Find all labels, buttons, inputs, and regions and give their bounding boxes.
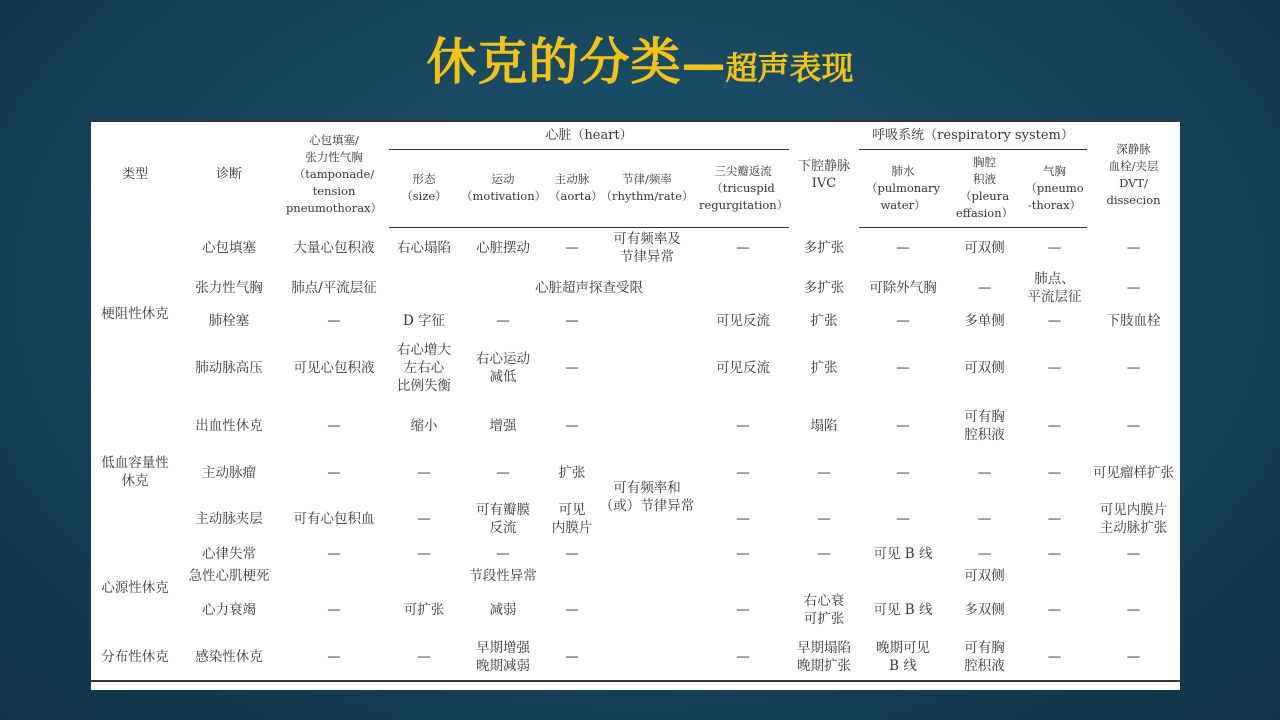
title-sub: 超声表现 bbox=[725, 49, 854, 87]
header-respiratory-group: 呼吸系统（respiratory system） bbox=[859, 121, 1087, 149]
cell-tricuspid: — bbox=[736, 602, 750, 618]
table-row bbox=[91, 269, 1180, 307]
cell-diagnosis: 肺栓塞 bbox=[208, 313, 250, 329]
cell-size: 右心增大 左右心 比例失衡 bbox=[397, 342, 451, 394]
cell-tricuspid: — bbox=[736, 511, 750, 527]
cell-tamponade: — bbox=[279, 633, 389, 681]
cell-tamponade: — bbox=[327, 418, 341, 434]
slide-title bbox=[0, 30, 1280, 106]
table-image bbox=[91, 120, 1180, 690]
cell-lung-water: — bbox=[896, 418, 910, 434]
cell-tamponade: 可有心包积血 bbox=[293, 511, 375, 527]
cell-ivc: — bbox=[817, 511, 831, 527]
cell-size bbox=[389, 565, 459, 587]
table-row bbox=[91, 451, 1180, 495]
cell-lung-water: 可除外气胸 bbox=[869, 280, 937, 296]
header-motion: 运动 （motivation） bbox=[459, 149, 547, 227]
cell-motion: 增强 bbox=[489, 418, 517, 434]
cell-diagnosis: 出血性休克 bbox=[195, 418, 263, 434]
cell-rhythm: 可有频率及 节律异常 bbox=[613, 231, 681, 266]
header-dvt: 深静脉 血栓/夹层 DVT/ dissecion bbox=[1087, 121, 1180, 227]
cell-motion: — bbox=[496, 313, 510, 329]
cell-pneumothorax: — bbox=[1047, 511, 1062, 527]
cell-ivc: 多扩张 bbox=[803, 240, 845, 256]
cell-aorta: 扩张 bbox=[558, 465, 586, 481]
cell-pleural: 可双侧 bbox=[964, 240, 1005, 257]
cell-ivc bbox=[789, 565, 859, 587]
cell-rhythm bbox=[597, 587, 697, 633]
cell-tamponade: 肺点/平流层征 bbox=[291, 280, 377, 296]
cell-size: — bbox=[389, 633, 459, 681]
cell-tricuspid bbox=[697, 565, 789, 587]
cell-tamponade: — bbox=[327, 465, 341, 481]
group-hypovolemic: 低血容量性 休克 bbox=[101, 455, 169, 489]
cell-tamponade bbox=[279, 565, 389, 587]
cell-size: D 字征 bbox=[402, 313, 446, 329]
cell-ivc: 塌陷 bbox=[810, 418, 838, 434]
cell-tricuspid: — bbox=[736, 240, 750, 257]
cell-ivc: 扩张 bbox=[810, 313, 838, 329]
cell-pleural: 多单侧 bbox=[964, 313, 1005, 329]
cell-dvt: — bbox=[1126, 418, 1141, 434]
cell-pneumothorax: — bbox=[1047, 602, 1062, 618]
cell-tamponade: — bbox=[327, 313, 341, 329]
cell-aorta: 可见 内膜片 bbox=[551, 502, 593, 536]
header-aorta: 主动脉 （aorta） bbox=[547, 149, 597, 227]
cell-tamponade: — bbox=[327, 602, 341, 618]
cell-motion: — bbox=[496, 546, 510, 562]
cell-motion: 节段性异常 bbox=[469, 568, 537, 584]
cell-lung-water: — bbox=[896, 240, 910, 257]
cell-dvt: 可见瘤样扩张 bbox=[1093, 465, 1175, 481]
header-tricuspid: 三尖瓣返流 （tricuspid regurgitation） bbox=[697, 149, 789, 227]
cell-pneumothorax: — bbox=[1047, 313, 1062, 329]
cell-rhythm bbox=[597, 543, 697, 565]
table-row bbox=[91, 565, 1180, 587]
shock-classification-table bbox=[91, 120, 1180, 682]
cell-tricuspid: 可见反流 bbox=[716, 360, 770, 376]
cell-pneumothorax: — bbox=[1047, 240, 1062, 257]
cell-diagnosis: 主动脉瘤 bbox=[202, 465, 256, 481]
cell-aorta: — bbox=[565, 602, 579, 618]
cell-lung-water: 可见 B 线 bbox=[873, 546, 933, 562]
cell-motion: 可有瓣膜 反流 bbox=[476, 502, 530, 536]
cell-tricuspid: — bbox=[736, 465, 750, 481]
cell-size: 右心塌陷 bbox=[397, 240, 451, 257]
cell-rhythm: 可有频率和 （或）节律异常 bbox=[599, 480, 695, 514]
cell-lung-water: 晚期可见 B 线 bbox=[859, 633, 947, 681]
header-size: 形态 （size） bbox=[389, 149, 459, 227]
cell-tamponade: 大量心包积液 bbox=[293, 240, 375, 256]
cell-ivc: — bbox=[817, 465, 831, 481]
cell-pneumothorax: — bbox=[1047, 465, 1062, 481]
cell-dvt: 可见内膜片 主动脉扩张 bbox=[1099, 502, 1168, 536]
cell-size: — bbox=[417, 465, 431, 481]
cell-lung-water: 可见 B 线 bbox=[873, 602, 933, 618]
cell-pleural: 多双侧 bbox=[964, 602, 1005, 618]
cell-pleural: 可有胸 腔积液 bbox=[964, 409, 1005, 443]
cell-size: — bbox=[417, 511, 431, 527]
cell-dvt: — bbox=[1126, 360, 1141, 376]
cell-ivc: 多扩张 bbox=[803, 280, 845, 296]
cell-dvt: — bbox=[1126, 546, 1141, 562]
cell-motion: 减弱 bbox=[489, 602, 517, 618]
cell-diagnosis: 肺动脉高压 bbox=[195, 360, 263, 376]
cell-ivc: 扩张 bbox=[810, 360, 838, 376]
cell-heart-merged: 心脏超声探查受限 bbox=[535, 280, 643, 296]
cell-aorta: — bbox=[565, 313, 579, 329]
cell-pleural: — bbox=[977, 280, 992, 296]
cell-rhythm bbox=[597, 307, 697, 335]
cell-motion: 早期增强 晚期减弱 bbox=[459, 633, 547, 681]
cell-rhythm bbox=[597, 335, 697, 401]
cell-size: 缩小 bbox=[410, 418, 438, 434]
cell-dvt bbox=[1087, 565, 1180, 587]
cell-rhythm bbox=[597, 565, 697, 587]
title-main: 休克的分类 bbox=[426, 33, 682, 91]
cell-tricuspid: 可见反流 bbox=[716, 313, 770, 329]
cell-pleural: 可有胸 腔积液 bbox=[947, 633, 1022, 681]
cell-aorta: — bbox=[565, 418, 579, 434]
cell-dvt: — bbox=[1126, 240, 1141, 256]
table-row bbox=[91, 227, 1180, 269]
table-row bbox=[91, 335, 1180, 401]
cell-motion: — bbox=[496, 465, 510, 481]
cell-tricuspid: — bbox=[736, 418, 750, 434]
cell-rhythm bbox=[597, 401, 697, 451]
cell-motion: 心脏摆动 bbox=[476, 240, 530, 257]
cell-size: — bbox=[417, 546, 431, 562]
cell-dvt: 下肢血栓 bbox=[1106, 313, 1161, 329]
cell-aorta: — bbox=[565, 240, 579, 257]
cell-dvt: — bbox=[1126, 280, 1141, 296]
cell-lung-water bbox=[859, 565, 947, 587]
header-diagnosis: 诊断 bbox=[179, 121, 279, 227]
header-heart-group: 心脏（heart） bbox=[389, 121, 789, 149]
header-ivc: 下腔静脉 IVC bbox=[789, 121, 859, 227]
cell-aorta: — bbox=[565, 546, 579, 562]
cell-pneumothorax: — bbox=[1047, 418, 1062, 434]
cell-dvt: — bbox=[1126, 602, 1141, 618]
cell-dvt: — bbox=[1087, 633, 1180, 681]
cell-lung-water: — bbox=[896, 360, 910, 376]
cell-pneumothorax: — bbox=[1047, 360, 1062, 376]
cell-diagnosis: 张力性气胸 bbox=[195, 280, 263, 296]
cell-tamponade: 可见心包积液 bbox=[293, 360, 375, 376]
group-cardiogenic: 心源性休克 bbox=[101, 580, 169, 596]
cell-pneumothorax: 肺点、 平流层征 bbox=[1027, 271, 1082, 305]
cell-aorta bbox=[547, 565, 597, 587]
header-pneumothorax: 气胸 （pneumo -thorax） bbox=[1022, 149, 1087, 227]
cell-diagnosis: 主动脉夹层 bbox=[195, 511, 263, 527]
cell-pneumothorax: — bbox=[1047, 546, 1062, 562]
header-tamponade: 心包填塞/ 张力性气胸 （tamponade/ tension pneumothorax） bbox=[279, 121, 389, 227]
cell-diagnosis: 心律失常 bbox=[202, 546, 256, 562]
cell-ivc: 早期塌陷 晚期扩张 bbox=[789, 633, 859, 681]
cell-pneumothorax bbox=[1022, 565, 1087, 587]
cell-diagnosis: 感染性休克 bbox=[179, 633, 279, 681]
cell-tricuspid: — bbox=[736, 546, 750, 562]
header-type: 类型 bbox=[91, 121, 179, 227]
cell-ivc: 右心衰 可扩张 bbox=[803, 593, 845, 627]
cell-pleural: 可双侧 bbox=[964, 568, 1005, 584]
cell-diagnosis: 心力衰竭 bbox=[202, 602, 256, 618]
cell-aorta: — bbox=[547, 633, 597, 681]
group-distributive: 分布性休克 bbox=[91, 633, 179, 681]
header-pleural: 胸腔 积液 （pleura effasion） bbox=[947, 149, 1022, 227]
table-row bbox=[91, 307, 1180, 335]
table-row bbox=[91, 633, 1180, 681]
table-row bbox=[91, 543, 1180, 565]
cell-diagnosis: 急性心肌梗死 bbox=[188, 568, 270, 584]
cell-pleural: — bbox=[977, 465, 992, 481]
cell-tamponade: — bbox=[327, 546, 341, 562]
header-rhythm: 节律/频率 （rhythm/rate） bbox=[597, 149, 697, 227]
table-row bbox=[91, 401, 1180, 451]
cell-tricuspid: — bbox=[697, 633, 789, 681]
cell-lung-water: — bbox=[896, 511, 910, 527]
title-dash: — bbox=[681, 39, 726, 90]
cell-pleural: — bbox=[977, 511, 992, 527]
header-lung-water: 肺水 （pulmonary water） bbox=[859, 149, 947, 227]
cell-lung-water: — bbox=[896, 465, 910, 481]
cell-pneumothorax: — bbox=[1022, 633, 1087, 681]
table-row bbox=[91, 587, 1180, 633]
cell-size: 可扩张 bbox=[403, 602, 445, 618]
cell-motion: 右心运动 减低 bbox=[476, 351, 530, 385]
cell-pleural: — bbox=[977, 546, 992, 562]
cell-pleural: 可双侧 bbox=[964, 360, 1005, 376]
cell-rhythm bbox=[597, 633, 697, 681]
cell-lung-water: — bbox=[896, 313, 910, 329]
group-obstructive: 梗阻性休克 bbox=[101, 306, 169, 322]
cell-aorta: — bbox=[565, 360, 579, 376]
cell-diagnosis: 心包填塞 bbox=[202, 240, 256, 256]
cell-ivc: — bbox=[817, 546, 831, 562]
